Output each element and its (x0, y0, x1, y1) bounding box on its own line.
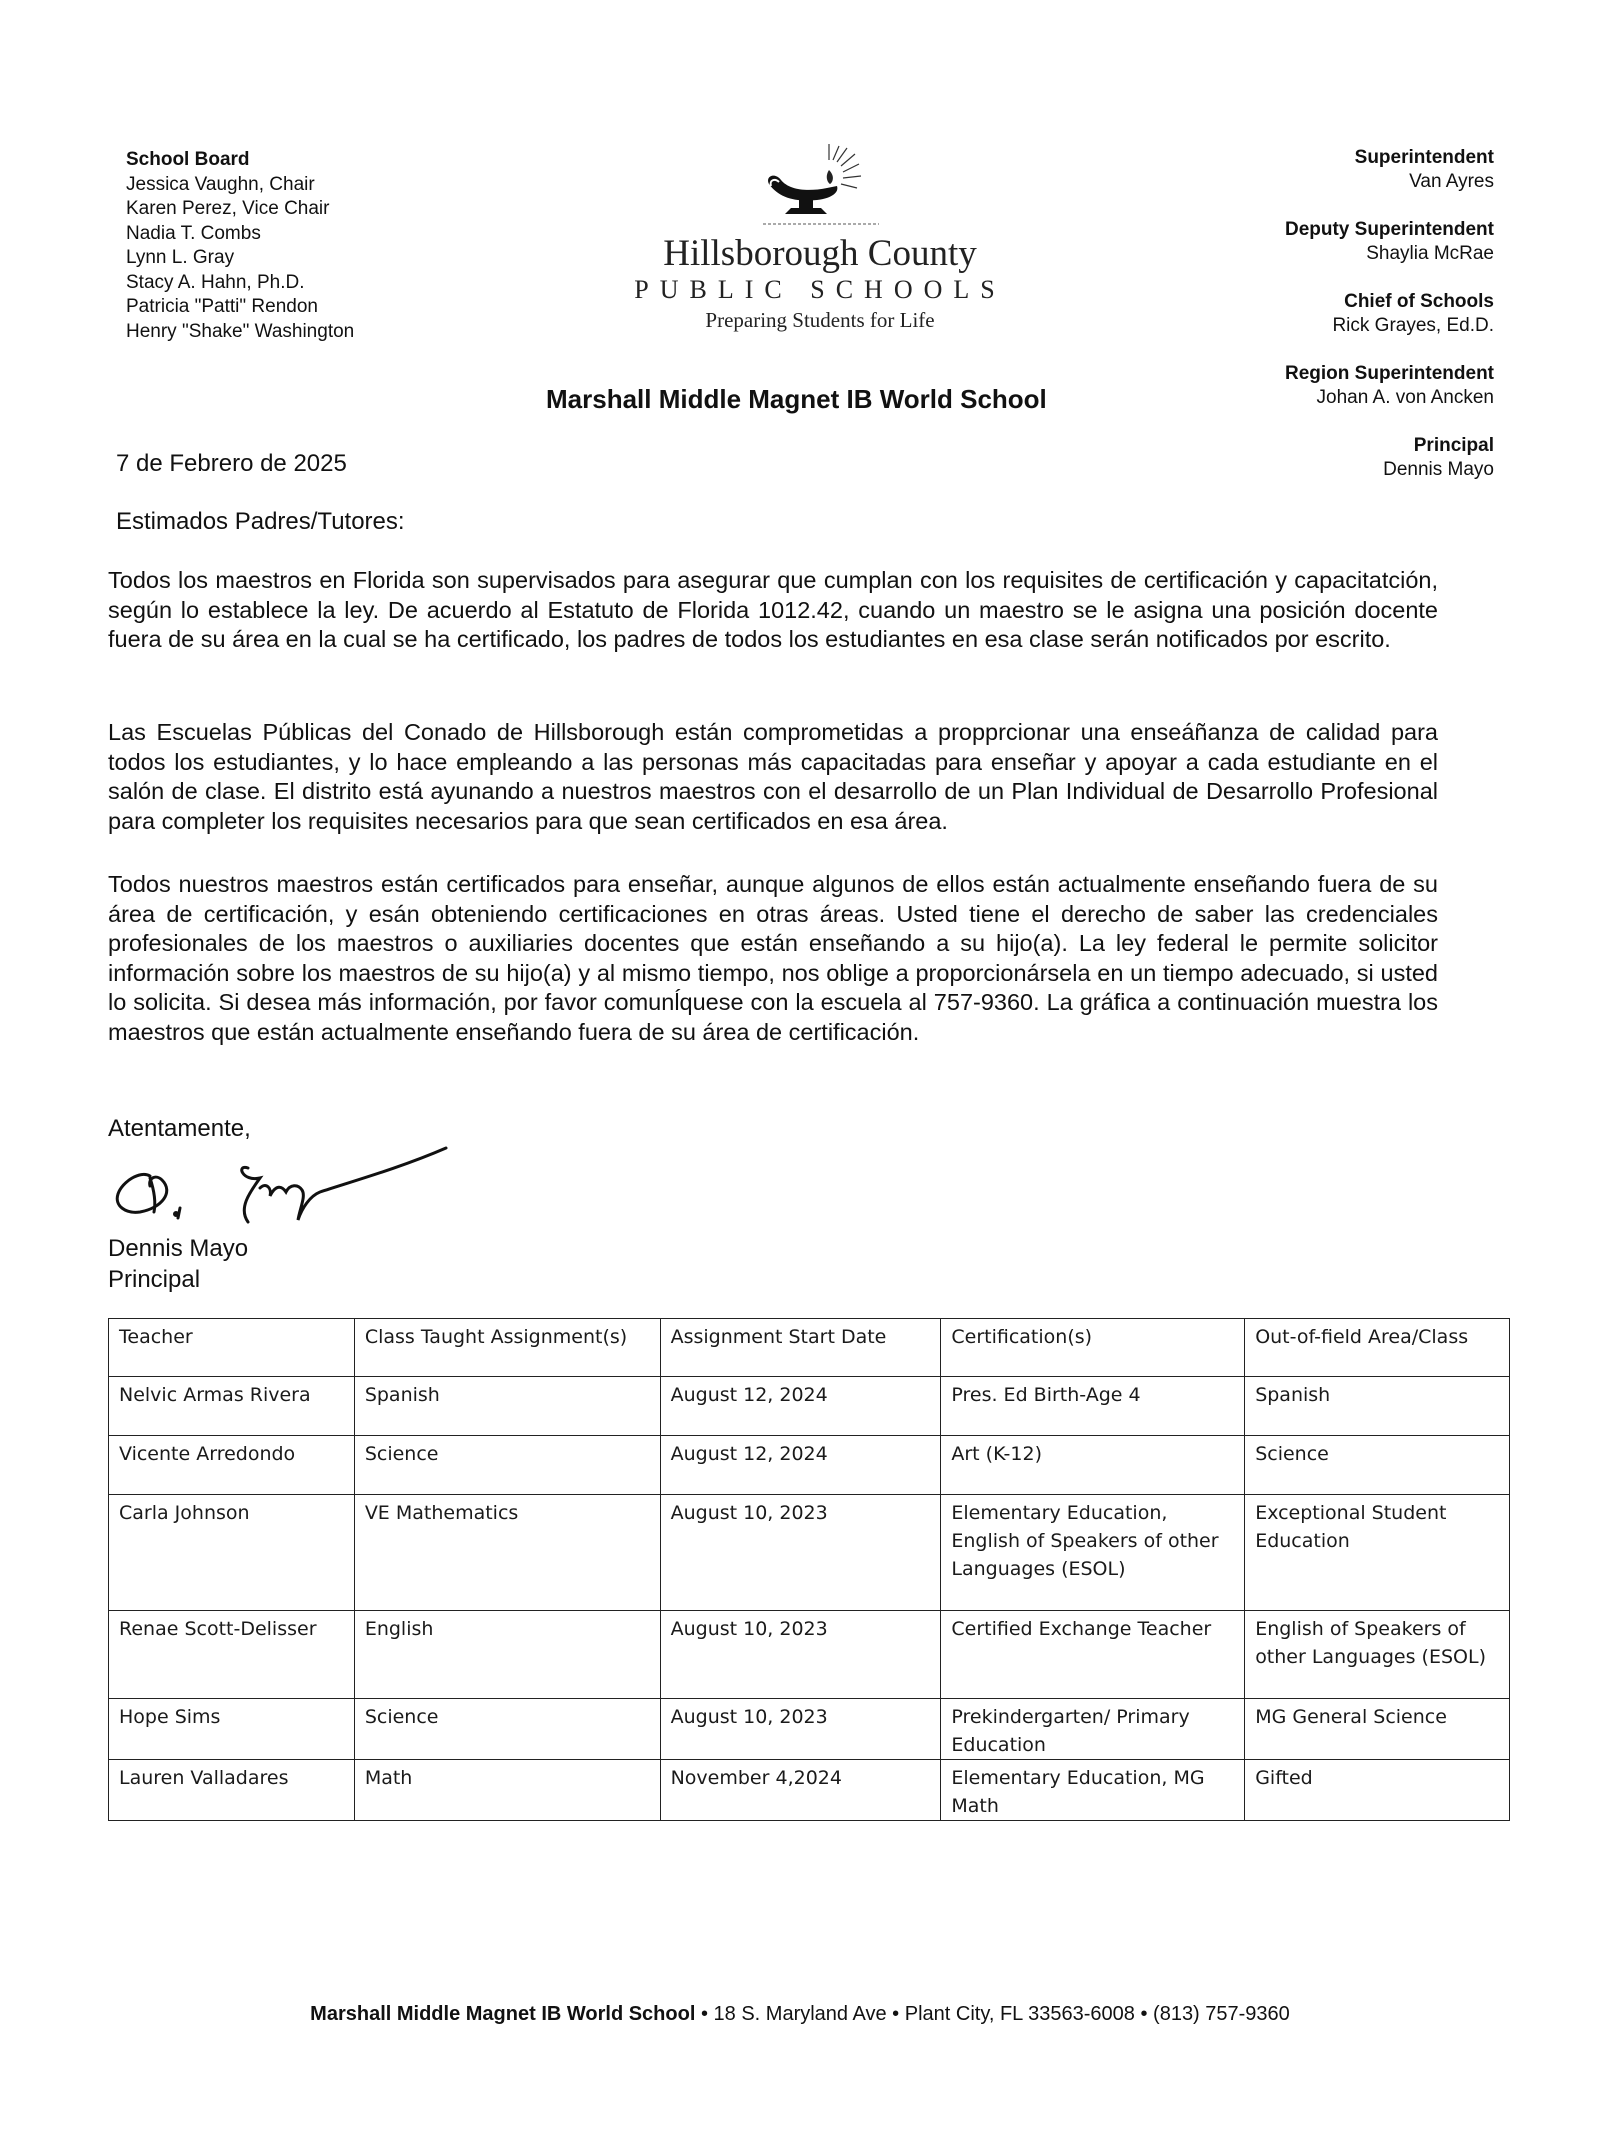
table-cell: Art (K-12) (941, 1436, 1245, 1495)
board-member: Patricia "Patti" Rendon (126, 296, 318, 317)
letter-closing: Atentamente, (108, 1115, 251, 1142)
official-name: Dennis Mayo (1383, 459, 1494, 480)
lamp-of-learning-icon (755, 140, 885, 230)
footer-school: Marshall Middle Magnet IB World School (310, 2003, 696, 2025)
official-name: Rick Grayes, Ed.D. (1332, 315, 1494, 336)
footer-city: Plant City, FL 33563-6008 (904, 2003, 1135, 2025)
table-cell: Science (354, 1436, 660, 1495)
table-row (109, 1699, 1510, 1760)
board-member: Karen Perez, Vice Chair (126, 198, 330, 219)
officials-list (1285, 146, 1494, 506)
table-cell: Science (1245, 1436, 1510, 1495)
official-name: Johan A. von Ancken (1316, 387, 1494, 408)
table-cell: Certified Exchange Teacher (941, 1611, 1245, 1699)
body-paragraph: Las Escuelas Públicas del Conado de Hillsborough están comprometidas a propprcionar una enseáñanza de calidad para todos los estudiantes, y lo hace empleando a las personas más capacitadas para enseñar y apoyar a cada estudiante en el salón de clase. El distrito está ayunando a nuestros maestros con el desarrollo de un Plan Individual de Desarrollo Profesional para completer los requisites necesarios para que sean certificados en esa área. (108, 719, 1438, 834)
table-cell: Prekindergarten/ Primary Education (941, 1699, 1245, 1760)
header-cell: Class Taught Assignment(s) (354, 1319, 660, 1377)
footer-separator: • (1140, 2003, 1148, 2025)
letter-greeting: Estimados Padres/Tutores: (116, 508, 405, 535)
body-paragraph: Todos nuestros maestros están certificados para enseñar, aunque algunos de ellos están actualmente enseñando fuera de su área de certificación, y esán obteniendo certificaciones en otras áreas. Usted tiene el derecho de saber las credenciales profesionales de los maestros o auxiliaries docentes que están enseñando a su hijo(a). La ley federal le permite solicitor información sobre los maestros de su hijo(a) y al mismo tiempo, nos oblige a proporcionársela en un tiempo adecuado, si usted lo solicita. Si desea más información, por favor comunĺquese con la escuela al 757-9360. La gráfica a continuación muestra los maestros que están actualmente enseñando fuera de su área de certificación. (108, 871, 1438, 1045)
table-cell: August 10, 2023 (660, 1495, 941, 1611)
header-cell: Assignment Start Date (660, 1319, 941, 1377)
table-cell: Gifted (1245, 1760, 1510, 1821)
table-cell: Elementary Education, MG Math (941, 1760, 1245, 1821)
official-entry (1285, 362, 1494, 410)
school-board-list (126, 148, 354, 344)
table-cell: Pres. Ed Birth-Age 4 (941, 1377, 1245, 1436)
table-cell: August 10, 2023 (660, 1699, 941, 1760)
signer-name: Dennis Mayo (108, 1235, 249, 1262)
table-cell: Vicente Arredondo (109, 1436, 355, 1495)
district-tagline: Preparing Students for Life (705, 308, 935, 332)
table-row (109, 1760, 1510, 1821)
official-entry (1285, 434, 1494, 482)
signature-image (110, 1138, 490, 1238)
table-cell: Nelvic Armas Rivera (109, 1377, 355, 1436)
footer-address: 18 S. Maryland Ave (713, 2003, 887, 2025)
table-cell: August 12, 2024 (660, 1436, 941, 1495)
district-subtitle: PUBLIC SCHOOLS (634, 275, 1006, 304)
header-cell: Teacher (109, 1319, 355, 1377)
official-name: Van Ayres (1409, 171, 1494, 192)
table-cell: MG General Science (1245, 1699, 1510, 1760)
body-paragraph: Todos los maestros en Florida son supervisados para asegurar que cumplan con los requisites de certificación y capacitatción, según lo establece la ley. De acuerdo al Estatuto de Florida 1012.42, cuando un maestro se le asigna una posición docente fuera de su área en la cual se ha certificado, los padres de todos los estudiantes en esa clase serán notificados por escrito. (108, 567, 1438, 652)
district-logo (560, 140, 1080, 334)
table-cell: Renae Scott-Delisser (109, 1611, 355, 1699)
page-footer (0, 2003, 1600, 2026)
table-cell: Exceptional Student Education (1245, 1495, 1510, 1611)
table-cell: August 10, 2023 (660, 1611, 941, 1699)
board-member: Henry "Shake" Washington (126, 320, 355, 342)
table-header-row (109, 1319, 1510, 1377)
table-cell: November 4,2024 (660, 1760, 941, 1821)
school-board-heading: School Board (126, 149, 250, 170)
official-title: Chief of Schools (1344, 291, 1494, 312)
table-cell: Hope Sims (109, 1699, 355, 1760)
footer-separator: • (700, 2003, 708, 2025)
official-entry (1285, 146, 1494, 194)
school-title: Marshall Middle Magnet IB World School (546, 384, 1047, 414)
table-row (109, 1377, 1510, 1436)
letter-date: 7 de Febrero de 2025 (116, 450, 347, 477)
official-name: Shaylia McRae (1366, 243, 1494, 264)
table-cell: VE Mathematics (354, 1495, 660, 1611)
table-row (109, 1495, 1510, 1611)
district-name: Hillsborough County (663, 233, 977, 274)
board-member: Nadia T. Combs (126, 222, 261, 244)
signer-block (108, 1233, 248, 1295)
board-member: Lynn L. Gray (126, 247, 235, 268)
footer-phone: (813) 757-9360 (1153, 2003, 1290, 2025)
table-cell: Spanish (1245, 1377, 1510, 1436)
official-entry (1285, 218, 1494, 266)
official-entry (1285, 290, 1494, 338)
table-cell: Elementary Education, English of Speakers of other Languages (ESOL) (941, 1495, 1245, 1611)
official-title: Superintendent (1354, 147, 1494, 168)
table-cell: Math (354, 1760, 660, 1821)
table-cell: Carla Johnson (109, 1495, 355, 1611)
out-of-field-teachers-table (108, 1318, 1510, 1821)
official-title: Principal (1413, 435, 1494, 456)
table-cell: English (354, 1611, 660, 1699)
table-cell: August 12, 2024 (660, 1377, 941, 1436)
table-cell: Spanish (354, 1377, 660, 1436)
official-title: Region Superintendent (1285, 363, 1494, 384)
header-cell: Out-of-field Area/Class (1245, 1319, 1510, 1377)
official-title: Deputy Superintendent (1284, 219, 1494, 240)
board-member: Jessica Vaughn, Chair (126, 173, 315, 195)
header-cell: Certification(s) (941, 1319, 1245, 1377)
table-row (109, 1611, 1510, 1699)
table-cell: English of Speakers of other Languages (ESOL) (1245, 1611, 1510, 1699)
table-cell: Science (354, 1699, 660, 1760)
signer-title: Principal (108, 1266, 201, 1293)
footer-separator: • (892, 2003, 900, 2025)
table-row (109, 1436, 1510, 1495)
board-member: Stacy A. Hahn, Ph.D. (126, 271, 305, 293)
table-cell: Lauren Valladares (109, 1760, 355, 1821)
